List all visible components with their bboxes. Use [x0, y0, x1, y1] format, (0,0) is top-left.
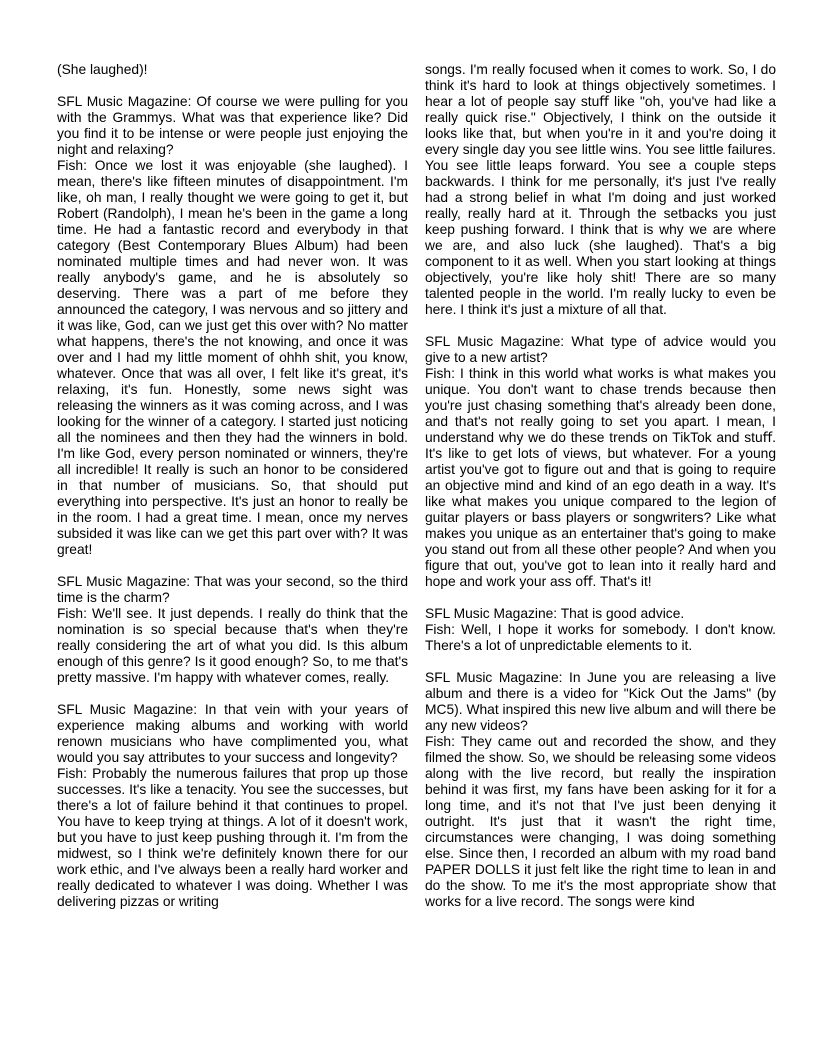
qa-block: [425, 606, 776, 654]
question-paragraph: SFL Music Magazine: Of course we were pulling for you with the Grammys. What was that experience like? Did you find it to be intense or were people just enjoying the night and relaxing?: [57, 94, 408, 157]
answer-paragraph: Fish: Probably the numerous failures that prop up those successes. It's like a tenacity. You see the successes, but there's a lot of failure behind it that continues to propel. You have to keep trying at things. A lot of it doesn't work, but you have to just keep pushing through it. I'm from the midwest, so I think we're definitely known there for our work ethic, and I've always been a really hard worker and really dedicated to whatever I was doing. Whether I was delivering pizzas or writing: [57, 766, 408, 909]
qa-block: [57, 94, 408, 558]
qa-block: [425, 334, 776, 590]
answer-paragraph: Fish: We'll see. It just depends. I really do think that the nomination is so special because that's when they're really considering the art of what you did. Is this album enough of this genre? Is it good enough? So, to me that's pretty massive. I'm happy with whatever comes, really.: [57, 606, 408, 685]
question-paragraph: SFL Music Magazine: What type of advice would you give to a new artist?: [425, 334, 776, 365]
answer-paragraph: Fish: They came out and recorded the show, and they filmed the show. So, we should be releasing some videos along with the live record, but really the inspiration behind it was first, my fans have been asking for it for a long time, and it's not that I've just been denying it outright. It's just that it wasn't the right time, circumstances were changing, I was doing something else. Since then, I recorded an album with my road band PAPER DOLLS it just felt like the right time to lean in and do the show. To me it's the most appropriate show that works for a live record. The songs were kind: [425, 734, 776, 909]
continuation-paragraph: (She laughed)!: [57, 62, 148, 77]
answer-paragraph: Fish: I think in this world what works is what makes you unique. You don't want to chase trends because then you're just chasing something that's already been done, and that's not really going to set you apart. I mean, I understand why we do these trends on TikTok and stuﬀ. It's like to get lots of views, but whatever. For a young artist you've got to figure out and that is going to require an objective mind and kind of an ego death in a way. It's like what makes you unique compared to the legion of guitar players or bass players or songwriters? Like what makes you unique as an entertainer that's going to make you stand out from all these other people? And when you figure that out, you've got to lean into it really hard and hope and work your ass oﬀ. That's it!: [425, 366, 776, 589]
continuation-paragraph: songs. I'm really focused when it comes to work. So, I do think it's hard to look at things objectively sometimes. I hear a lot of people say stuﬀ like "oh, you've had like a really quick rise." Objectively, I think on the outside it looks like that, but when you're in it and you're doing it every single day you see little wins. You see little failures. You see little leaps forward. You see a couple steps backwards. I think for me personally, it's just I've really had a strong belief in what I'm doing and just worked really, really hard at it. Through the setbacks you just keep pushing forward. I think that is why we are where we are, and also luck (she laughed). That's a big component to it as well. When you start looking at things objectively, you're like holy shit! There are so many talented people in the world. I'm really lucky to even be here. I think it's just a mixture of all that.: [425, 62, 776, 317]
question-paragraph: SFL Music Magazine: That was your second, so the third time is the charm?: [57, 574, 408, 605]
question-paragraph: SFL Music Magazine: That is good advice.: [425, 606, 685, 621]
text-column-left: [57, 62, 408, 910]
text-column-right: [425, 62, 776, 910]
paragraph-block: [57, 62, 408, 78]
answer-paragraph: Fish: Once we lost it was enjoyable (she laughed). I mean, there's like fifteen minutes of disappointment. I'm like, oh man, I really thought we were going to get it, but Robert (Randolph), I mean he's been in the game a long time. He had a fantastic record and everybody in that category (Best Contemporary Blues Album) had been nominated multiple times and had never won. It was really anybody's game, and he is absolutely so deserving. There was a part of me before they announced the category, I was nervous and so jittery and it was like, God, can we just get this over with? No matter what happens, there's the not knowing, and once it was over and I had my little moment of ohhh shit, you know, whatever. Once that was all over, I felt like it's great, it's relaxing, it's fun. Honestly, some news sight was releasing the winners as it was coming across, and I was looking for the winner of a category. I started just noticing all the nominees and then they had the winners in bold. I'm like God, every person nominated or winners, they're all incredible! It really is such an honor to be considered in that number of musicians. So, that should put everything into perspective. It's just an honor to really be in the room. I had a great time. I mean, once my nerves subsided it was like can we get this part over with? It was great!: [57, 158, 408, 557]
paragraph-block: [425, 62, 776, 318]
qa-block: [425, 670, 776, 910]
question-paragraph: SFL Music Magazine: In June you are releasing a live album and there is a video for "Kick Out the Jams" (by MC5). What inspired this new live album and will there be any new videos?: [425, 670, 776, 733]
qa-block: [57, 702, 408, 910]
answer-paragraph: Fish: Well, I hope it works for somebody. I don't know. There's a lot of unpredictable elements to it.: [425, 622, 776, 653]
article-body: [57, 62, 776, 910]
question-paragraph: SFL Music Magazine: In that vein with your years of experience making albums and working with world renown musicians who have complimented you, what would you say attributes to your success and longevity?: [57, 702, 408, 765]
qa-block: [57, 574, 408, 686]
